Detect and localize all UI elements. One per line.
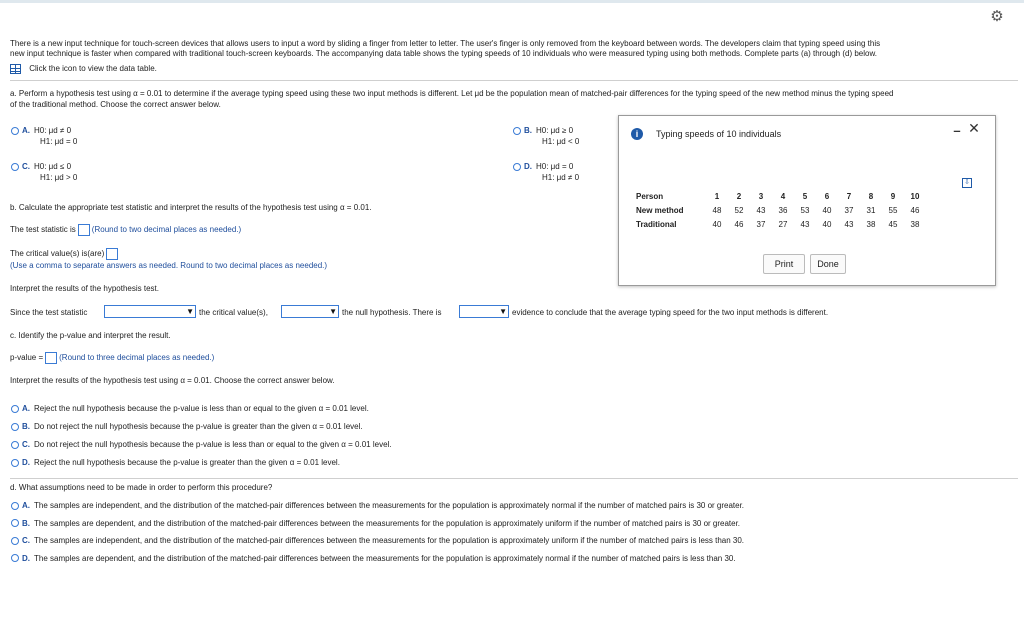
info-icon: i [631,128,643,140]
option-letter: B. [22,422,30,431]
table-header-cell: 9 [890,191,896,201]
part-c-option-b[interactable] [11,421,392,439]
table-row [636,203,926,217]
part-d-options [11,500,744,570]
minimize-icon[interactable]: – [953,123,961,138]
row-label: New method [636,205,684,215]
table-cell: 48 [712,205,722,215]
table-cell: 38 [866,219,876,229]
option-letter: B. [22,518,30,528]
table-cell: 40 [822,205,832,215]
evidence-text: evidence to conclude that the average typing speed for the two input methods is different. [512,308,829,317]
table-header-cell: 1 [714,191,720,201]
table-cell: 55 [888,205,898,215]
option-letter: D. [22,458,30,467]
critical-value-label: The critical value(s) is(are) [10,249,105,259]
pvalue-label: p-value = [10,353,44,362]
intro-text [10,39,1015,59]
critical-value-input[interactable] [106,248,118,260]
option-letter: B. [524,126,532,135]
radio-button[interactable] [11,405,19,413]
hypothesis-h1: H1: μd = 0 [40,137,78,146]
part-a-option-a[interactable] [11,125,77,147]
critical-text: the critical value(s), [199,308,268,317]
part-a-option-b[interactable] [513,125,579,147]
part-a-line-1: a. Perform a hypothesis test using α = 0.01 to determine if the average typing speed using these two input methods is different. Let μd be the population mean of matched-pair differences for the typing speed of the new method minus the typing speed [10,89,894,98]
table-cell: 52 [734,205,744,215]
table-cell: 43 [844,219,854,229]
divider [10,80,1018,81]
pvalue-row [10,351,214,365]
table-header-cell: Person [636,191,664,201]
radio-button[interactable] [11,554,19,562]
radio-button[interactable] [11,127,19,135]
table-cell: 46 [910,205,920,215]
part-a-option-d[interactable] [513,161,579,183]
print-button[interactable]: Print [763,254,805,274]
done-button[interactable]: Done [810,254,846,274]
part-c-option-c[interactable] [11,439,392,457]
test-statistic-row [10,223,241,237]
part-c-interpret: Interpret the results of the hypothesis test using α = 0.01. Choose the correct answer below. [10,376,335,385]
hypothesis-h1: H1: μd < 0 [542,137,580,146]
divider [10,478,1018,479]
part-d-question: d. What assumptions need to be made in order to perform this procedure? [10,483,273,492]
comparison-select[interactable] [104,305,196,318]
option-letter: D. [22,553,30,563]
part-d-option-d[interactable] [11,553,744,571]
table-cell: 46 [734,219,744,229]
critical-value-row [10,248,327,271]
table-header-cell: 6 [824,191,830,201]
option-text: The samples are independent, and the distribution of the matched-pair differences between the measurements for the population is approximately uniform if the number of matched pairs is less than 30. [34,536,745,545]
data-table-link-text[interactable]: Click the icon to view the data table. [29,64,157,73]
since-text: Since the test statistic [10,308,88,317]
dropdown-arrow-icon: ▼ [499,307,507,316]
part-d-option-c[interactable] [11,535,744,553]
export-icon[interactable]: ⇩ [962,178,972,188]
decision-select[interactable] [281,305,339,318]
table-row [636,217,926,231]
interpret-label: Interpret the results of the hypothesis test. [10,284,159,293]
option-letter: C. [22,162,30,171]
table-cell: 37 [756,219,766,229]
hypothesis-h0: H0: μd ≤ 0 [34,162,72,171]
intro-line-2: new input technique is faster when compared with traditional touch-screen keyboards. The accompanying data table shows the typing speeds of 10 individuals who were measured typing using both methods. Complete parts (a) through (d) below. [10,49,878,58]
option-text: Reject the null hypothesis because the p-value is less than or equal to the given α = 0.01 level. [34,404,369,413]
hypothesis-h0: H0: μd ≥ 0 [536,126,574,135]
radio-button[interactable] [11,441,19,449]
option-text: The samples are dependent, and the distribution of the matched-pair differences between the measurements for the population is approximately uniform if the number of matched pairs is 30 or greater. [34,518,741,528]
hypothesis-h1: H1: μd > 0 [40,173,78,182]
part-a-line-2: of the traditional method. Choose the correct answer below. [10,100,221,109]
dropdown-arrow-icon: ▼ [186,307,194,316]
table-cell: 38 [910,219,920,229]
null-hypothesis-text: the null hypothesis. There is [342,308,442,317]
intro-line-1: There is a new input technique for touch-screen devices that allows users to input a word by sliding a finger from letter to letter. The user's finger is only removed from the keyboard between words. The developers claim that typing speed using this [10,39,881,48]
table-header-cell: 4 [780,191,786,201]
part-a-option-c[interactable] [11,161,77,183]
table-header-row [636,189,926,203]
pvalue-hint: (Round to three decimal places as needed.) [59,353,215,362]
pvalue-input[interactable] [45,352,57,364]
top-bar [0,0,1024,3]
table-header-cell: 8 [868,191,874,201]
table-cell: 43 [756,205,766,215]
test-statistic-hint: (Round to two decimal places as needed.) [91,225,242,234]
radio-button[interactable] [11,502,19,510]
popup-title: Typing speeds of 10 individuals [656,129,782,139]
table-cell: 53 [800,205,810,215]
option-text: The samples are dependent, and the distribution of the matched-pair differences between the measurements for the population is approximately normal if the number of matched pairs is less than 30. [34,553,736,563]
table-header-cell: 3 [758,191,764,201]
hypothesis-h1: H1: μd ≠ 0 [542,173,580,182]
table-header-cell: 2 [736,191,742,201]
critical-value-hint: (Use a comma to separate answers as needed. Round to two decimal places as needed.) [10,261,328,270]
table-cell: 36 [778,205,788,215]
row-label: Traditional [636,219,677,229]
table-cell: 40 [822,219,832,229]
table-cell: 40 [712,219,722,229]
data-table-popup [618,115,996,286]
test-statistic-input[interactable] [78,224,90,236]
option-letter: D. [524,162,532,171]
test-statistic-label: The test statistic is [10,225,76,234]
option-letter: A. [22,501,30,510]
table-cell: 31 [866,205,876,215]
radio-button[interactable] [11,519,19,527]
radio-button[interactable] [11,459,19,467]
radio-button[interactable] [513,163,521,171]
close-icon[interactable]: ✕ [968,120,980,136]
option-letter: A. [22,404,30,413]
option-letter: A. [22,126,30,135]
hypothesis-h0: H0: μd ≠ 0 [34,126,72,135]
typing-speed-table [636,189,926,231]
part-b-question: b. Calculate the appropriate test statistic and interpret the results of the hypothesis test using α = 0.01. [10,203,372,212]
data-table-link[interactable] [10,63,157,75]
part-d-option-a[interactable] [11,500,744,518]
gear-icon[interactable]: ⚙ [990,8,1004,25]
option-text: Reject the null hypothesis because the p-value is greater than the given α = 0.01 level. [34,458,340,467]
option-letter: C. [22,440,30,449]
table-cell: 45 [888,219,898,229]
radio-button[interactable] [513,127,521,135]
table-header-cell: 5 [802,191,808,201]
table-header-cell: 10 [910,191,920,201]
part-c-options [11,403,392,475]
table-cell: 43 [800,219,810,229]
dropdown-arrow-icon: ▼ [329,307,337,316]
part-c-question: c. Identify the p-value and interpret the result. [10,331,171,340]
radio-button[interactable] [11,163,19,171]
table-header-cell: 7 [846,191,852,201]
part-a-question [10,88,1020,110]
part-c-option-d[interactable] [11,457,392,475]
part-c-option-a[interactable] [11,403,392,421]
option-letter: C. [22,536,30,545]
option-text: The samples are independent, and the distribution of the matched-pair differences between the measurements for the population is approximately normal if the number of matched pairs is 30 or greater. [34,501,745,510]
option-text: Do not reject the null hypothesis because the p-value is less than or equal to the given α = 0.01 level. [34,440,392,449]
evidence-select[interactable] [459,305,509,318]
option-text: Do not reject the null hypothesis because the p-value is greater than the given α = 0.01 level. [34,422,363,431]
part-d-option-b[interactable] [11,518,744,536]
table-icon[interactable] [10,64,21,74]
table-cell: 27 [778,219,788,229]
radio-button[interactable] [11,537,19,545]
table-cell: 37 [844,205,854,215]
hypothesis-h0: H0: μd = 0 [536,162,574,171]
radio-button[interactable] [11,423,19,431]
